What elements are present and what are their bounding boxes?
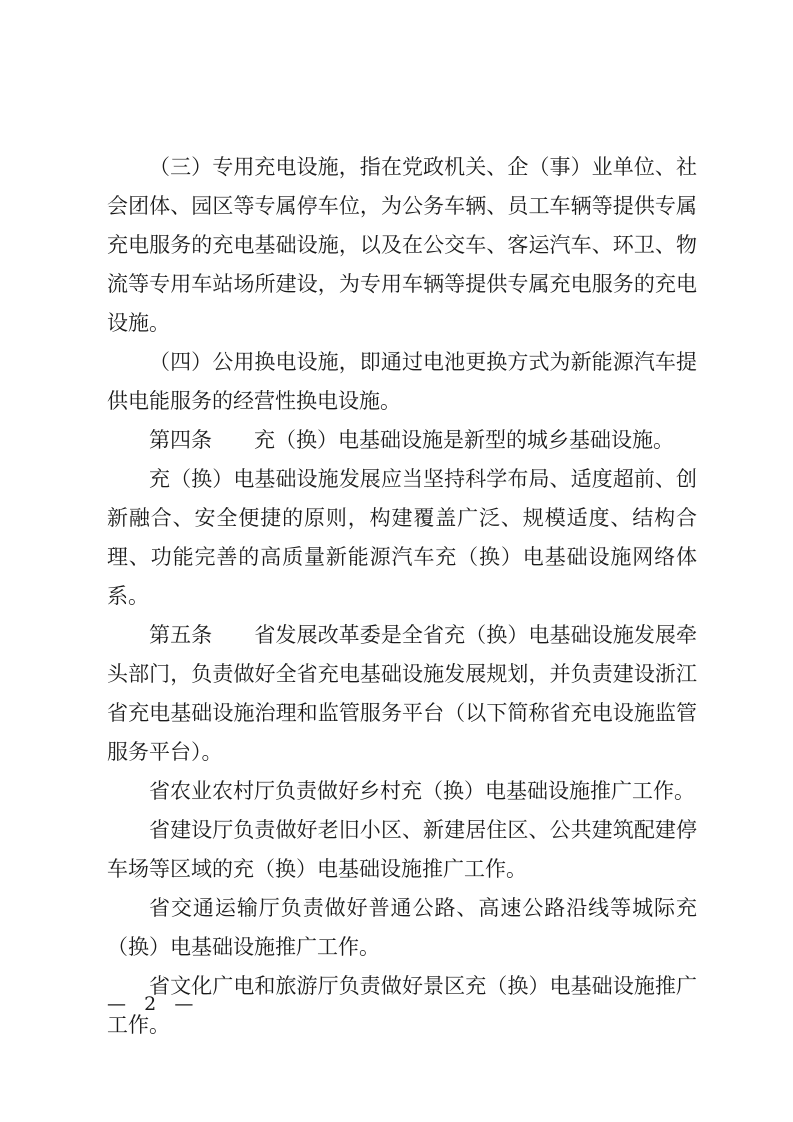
paragraph-dedicated-charging xyxy=(107,148,697,343)
paragraph-transport-dept xyxy=(107,889,697,967)
paragraph-text: 省文化广电和旅游厅负责做好景区充（换）电基础设施推广工作。 xyxy=(107,974,697,1037)
paragraph-text: 省农业农村厅负责做好乡村充（换）电基础设施推广工作。 xyxy=(149,779,695,803)
article-4 xyxy=(107,421,697,460)
paragraph-tourism-dept xyxy=(107,967,697,1045)
paragraph-text: 充（换）电基础设施发展应当坚持科学布局、适度超前、创新融合、安全便捷的原则，构建覆盖广泛、规模适度、结构合理、功能完善的高质量新能源汽车充（换）电基础设施网络体系。 xyxy=(107,467,697,608)
paragraph-text: 省发展改革委是全省充（换）电基础设施发展牵头部门，负责做好全省充电基础设施发展规划，并负责建设浙江省充电基础设施治理和监管服务平台（以下简称省充电设施监管服务平台）。 xyxy=(107,623,697,764)
article-5 xyxy=(107,616,697,772)
paragraph-text: 省建设厅负责做好老旧小区、新建居住区、公共建筑配建停车场等区域的充（换）电基础设施推广工作。 xyxy=(107,818,697,881)
paragraph-text: 充（换）电基础设施是新型的城乡基础设施。 xyxy=(254,428,674,452)
article-heading: 第五条 xyxy=(149,623,213,647)
paragraph-principles xyxy=(107,460,697,616)
article-heading: 第四条 xyxy=(149,428,212,452)
document-body xyxy=(107,148,697,1045)
paragraph-text: 省交通运输厅负责做好普通公路、高速公路沿线等城际充（换）电基础设施推广工作。 xyxy=(107,896,697,959)
paragraph-construction-dept xyxy=(107,811,697,889)
paragraph-text: （四）公用换电设施，即通过电池更换方式为新能源汽车提供电能服务的经营性换电设施。 xyxy=(107,350,697,413)
paragraph-agriculture-dept xyxy=(107,772,697,811)
paragraph-public-swapping xyxy=(107,343,697,421)
page-number: — 2 — xyxy=(107,993,194,1015)
paragraph-text: （三）专用充电设施，指在党政机关、企（事）业单位、社会团体、园区等专属停车位，为公务车辆、员工车辆等提供专属充电服务的充电基础设施，以及在公交车、客运汽车、环卫、物流等专用车站场所建设，为专用车辆等提供专属充电服务的充电设施。 xyxy=(107,155,697,335)
